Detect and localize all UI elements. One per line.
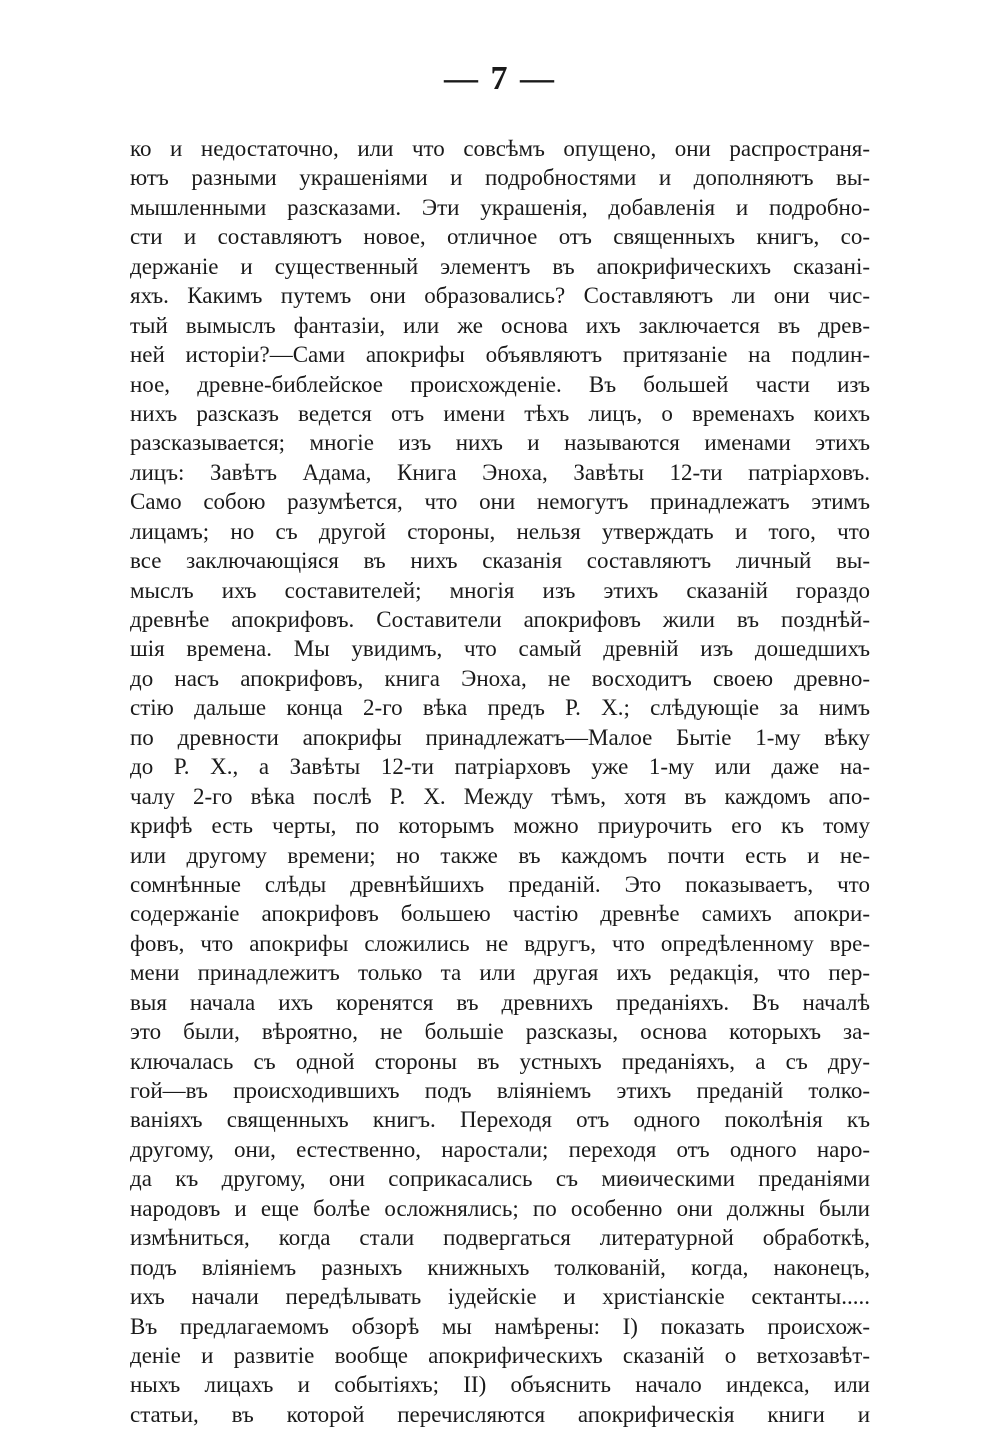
text-line: яхъ. Какимъ путемъ они образовались? Составляютъ ли они чис- [130,283,870,309]
text-line: ко и недостаточно, или что совсѣмъ опущено, они распространя- [130,136,870,161]
text-line: статьи, въ которой перечисляются апокрифическія книги и [130,1401,870,1427]
text-line: мышленными разсказами. Эти украшенія, добавленія и подробно- [130,194,870,220]
text-line: ней исторіи?—Сами апокрифы объявляютъ притязаніе на подлин- [130,342,870,368]
text-line: до насъ апокрифовъ, книга Эноха, не восходитъ своею древно- [130,665,870,691]
text-line: древнѣе апокрифовъ. Составители апокрифовъ жили въ позднѣй- [130,607,870,632]
text-line: деніе и развитіе вообще апокрифическихъ сказаній о ветхозавѣт- [130,1342,870,1368]
text-line: да къ другому, они соприкасались съ миѳическими преданіями [130,1166,870,1192]
text-line: лицъ: Завѣтъ Адама, Книга Эноха, Завѣты 12-ти патріарховъ. [130,459,870,485]
text-line: все заключающіяся въ нихъ сказанія составляютъ личный вы- [130,548,870,574]
text-line: мыслъ ихъ составителей; многія изъ этихъ сказаній гораздо [130,577,870,603]
text-line: ваніяхъ священныхъ книгъ. Переходя отъ одного поколѣнія къ [130,1107,870,1133]
text-line: подъ вліяніемъ разныхъ книжныхъ толкованій, когда, наконецъ, [130,1254,870,1280]
text-line: измѣниться, когда стали подвергаться литературной обработкѣ, [130,1225,870,1251]
text-line: по древности апокрифы принадлежатъ—Малое Бытіе 1-му вѣку [130,724,870,750]
text-line: другому, они, естественно, наростали; переходя отъ одного наро- [130,1136,870,1162]
text-line: это были, вѣроятно, не большіе разсказы, основа которыхъ за- [130,1019,870,1045]
text-line: Само собою разумѣется, что они немогутъ принадлежатъ этимъ [130,489,870,515]
text-line: стію дальше конца 2-го вѣка предъ Р. Х.; слѣдующіе за нимъ [130,695,870,721]
text-line: фовъ, что апокрифы сложились не вдругъ, что опредѣленному вре- [130,930,870,956]
text-line: гой—въ происходившихъ подъ вліяніемъ этихъ преданій толко- [130,1078,870,1103]
text-line: ихъ начали передѣлывать іудейскіе и христіанскіе сектанты..... [130,1284,870,1310]
page-number: — 7 — [444,60,556,97]
text-line: ное, древне-библейское происхожденіе. Въ большей части изъ [130,371,870,397]
text-line: выя начала ихъ коренятся въ древнихъ преданіяхъ. Въ началѣ [130,989,870,1015]
text-line: или другому времени; но также въ каждомъ почти есть и не- [130,842,870,868]
text-line: до Р. Х., а Завѣты 12-ти патріарховъ уже 1-му или даже на- [130,754,870,780]
text-line: ныхъ лицахъ и событіяхъ; II) объяснить начало индекса, или [130,1372,870,1398]
text-line: Въ предлагаемомъ обзорѣ мы намѣрены: I) показать происхож- [130,1313,870,1339]
body-text [130,134,870,1429]
text-line: разсказывается; многіе изъ нихъ и называются именами этихъ [130,430,870,456]
text-line: сти и составляютъ новое, отличное отъ священныхъ книгъ, со- [130,224,870,250]
text-line: тый вымыслъ фантазіи, или же основа ихъ заключается въ древ- [130,312,870,338]
text-line: содержаніе апокрифовъ большею частію древнѣе самихъ апокри- [130,901,870,927]
text-line: сомнѣнные слѣды древнѣйшихъ преданій. Это показываетъ, что [130,871,870,897]
text-line: шія времена. Мы увидимъ, что самый древній изъ дошедшихъ [130,636,870,662]
text-line: лицамъ; но съ другой стороны, нельзя утверждать и того, что [130,518,870,544]
text-line: нихъ разсказъ ведется отъ имени тѣхъ лицъ, о временахъ коихъ [130,400,870,426]
text-line: держаніе и существенный элементъ въ апокрифическихъ сказані- [130,253,870,279]
text-line: ключалась съ одной стороны въ устныхъ преданіяхъ, а съ дру- [130,1048,870,1074]
text-line: народовъ и еще болѣе осложнялись; по особенно они должны были [130,1195,870,1221]
text-line: ютъ разными украшеніями и подробностями и дополняютъ вы- [130,165,870,191]
text-line: крифѣ есть черты, по которымъ можно приурочить его къ тому [130,813,870,839]
text-line: чалу 2-го вѣка послѣ Р. Х. Между тѣмъ, хотя въ каждомъ апо- [130,783,870,809]
text-line: мени принадлежитъ только та или другая ихъ редакція, что пер- [130,960,870,986]
